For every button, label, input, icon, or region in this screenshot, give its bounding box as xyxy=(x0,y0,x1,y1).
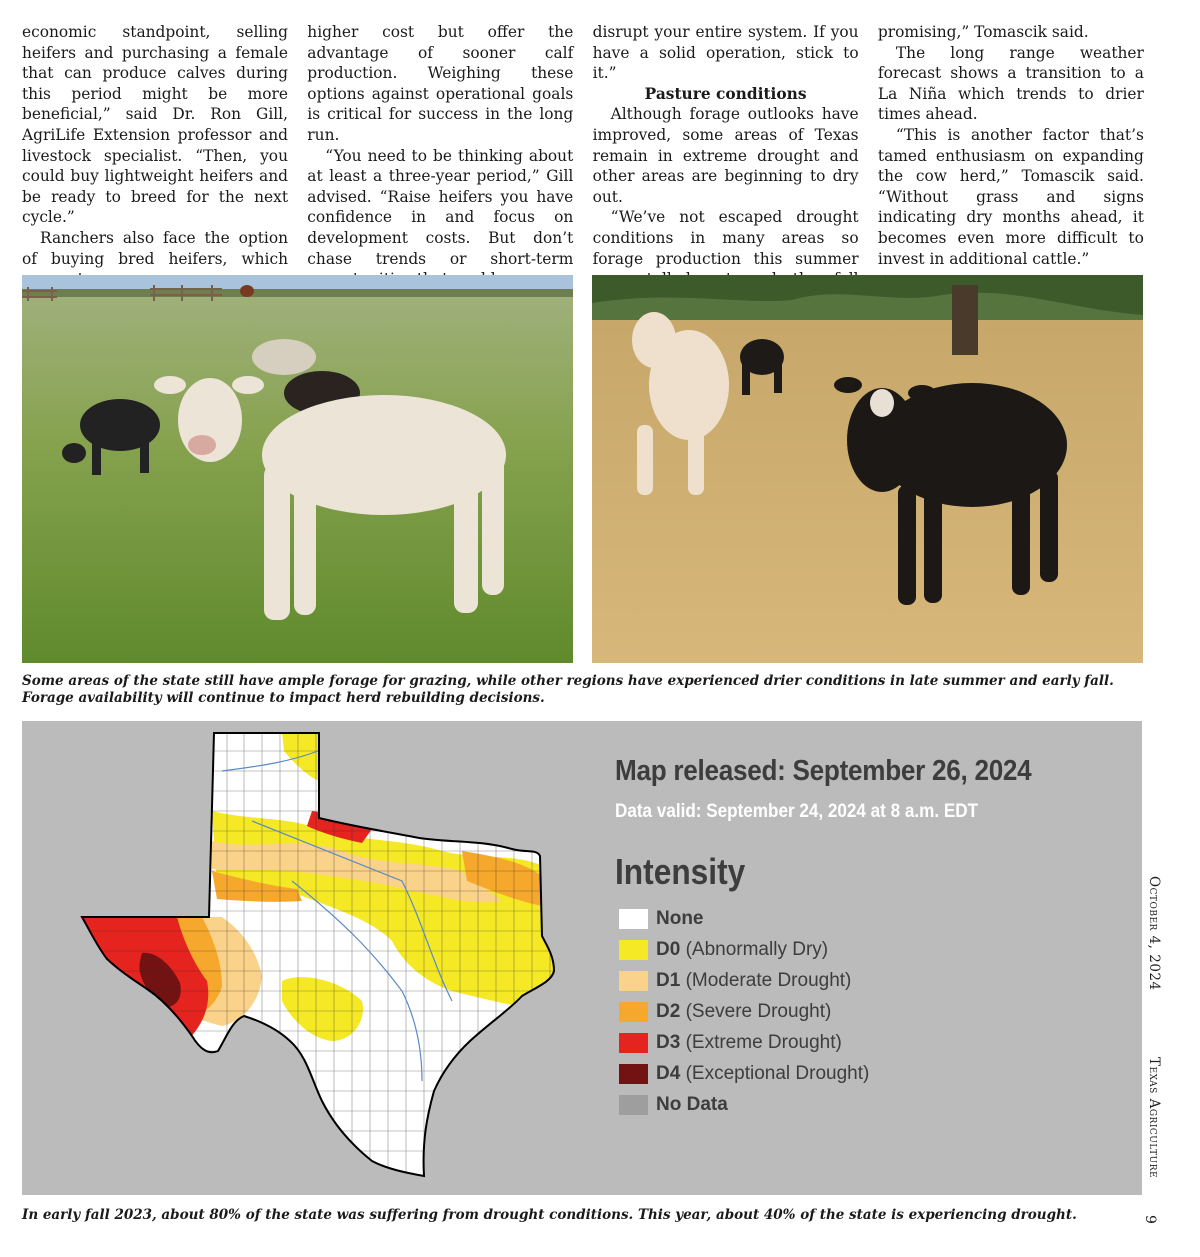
map-released-date: Map released: September 26, 2024 xyxy=(615,755,1032,787)
article-column-2 xyxy=(307,22,573,310)
paragraph: “This is another factor that’s tamed enthusiasm on expanding the cow herd,” Tomascik said. “Without grass and signs indicating dry months ahead, it becomes even more difficult to invest in additional cattle.” xyxy=(877,125,1144,268)
article-column-4 xyxy=(878,22,1144,310)
article-column-1 xyxy=(22,22,288,310)
paragraph: economic standpoint, selling heifers and purchasing a female that can produce calves during this period might be more beneficial,” said Dr. Ron Gill, AgriLife Extension professor and livestock specialist. “Then, you could buy lightweight heifers and be ready to breed for the next cycle.” xyxy=(22,23,288,227)
paragraph: higher cost but offer the advantage of sooner calf production. Weighing these options against operational goals is critical for success in the long run. xyxy=(307,23,574,144)
paragraph: “You need to be thinking about at least a three-year period,” Gill advised. “Raise heifers you have confidence in and focus on development costs. But don’t chase trends or short-term xyxy=(307,146,574,268)
legend-item-d2: D2 (Severe Drought) xyxy=(619,996,869,1027)
legend-item-none: None xyxy=(619,903,869,934)
map-caption: In early fall 2023, about 80% of the state was suffering from drought conditions. This year, about 40% of the state is experiencing drought. xyxy=(22,1207,1077,1223)
legend-item-d0: D0 (Abnormally Dry) xyxy=(619,934,869,965)
legend-swatch xyxy=(619,1002,648,1022)
legend-item-d3: D3 (Extreme Drought) xyxy=(619,1027,869,1058)
legend-item-d1: D1 (Moderate Drought) xyxy=(619,965,869,996)
map-legend xyxy=(619,903,869,1120)
legend-swatch xyxy=(619,940,648,960)
texas-map-graphic xyxy=(22,721,1142,1195)
legend-title: Intensity xyxy=(615,851,746,892)
issue-date: October 4, 2024 xyxy=(1146,876,1162,991)
map-data-valid: Data valid: September 24, 2024 at 8 a.m. EDT xyxy=(615,801,979,822)
paragraph: promising,” Tomascik said. xyxy=(877,23,1089,41)
legend-swatch xyxy=(619,971,648,991)
legend-swatch xyxy=(619,1033,648,1053)
page-number: 9 xyxy=(1142,1215,1158,1224)
drought-map xyxy=(22,721,1142,1195)
photo-caption: Some areas of the state still have ample forage for grazing, while other regions have experienced drier conditions in late summer and early fall. Forage availability will continue to impact herd rebuilding decisions. xyxy=(22,673,1114,706)
paragraph: “We’ve not escaped drought conditions in many areas so forage production this summer xyxy=(592,208,859,268)
legend-item-no-data: No Data xyxy=(619,1089,869,1120)
photo-green-pasture xyxy=(22,275,573,663)
legend-item-d4: D4 (Exceptional Drought) xyxy=(619,1058,869,1089)
article-columns xyxy=(22,22,1144,268)
paragraph: Although forage outlooks have improved, some areas of Texas remain in extreme drought and other areas are beginning to dry out. xyxy=(592,105,859,206)
paragraph: Ranchers also face the option of buying bred heifers, which xyxy=(22,228,288,268)
article-column-3 xyxy=(593,22,859,310)
legend-swatch xyxy=(619,1064,648,1084)
publication-name: Texas Agriculture xyxy=(1146,1057,1162,1179)
paragraph: The long range weather forecast shows a transition to a La Niña which trends to drier times ahead. xyxy=(877,43,1144,124)
paragraph: disrupt your entire system. If you have a solid operation, stick to it.” xyxy=(592,23,859,83)
section-heading: Pasture conditions xyxy=(644,84,807,103)
legend-swatch xyxy=(619,909,648,929)
legend-swatch xyxy=(619,1095,648,1115)
photo-dry-pasture xyxy=(592,275,1143,663)
